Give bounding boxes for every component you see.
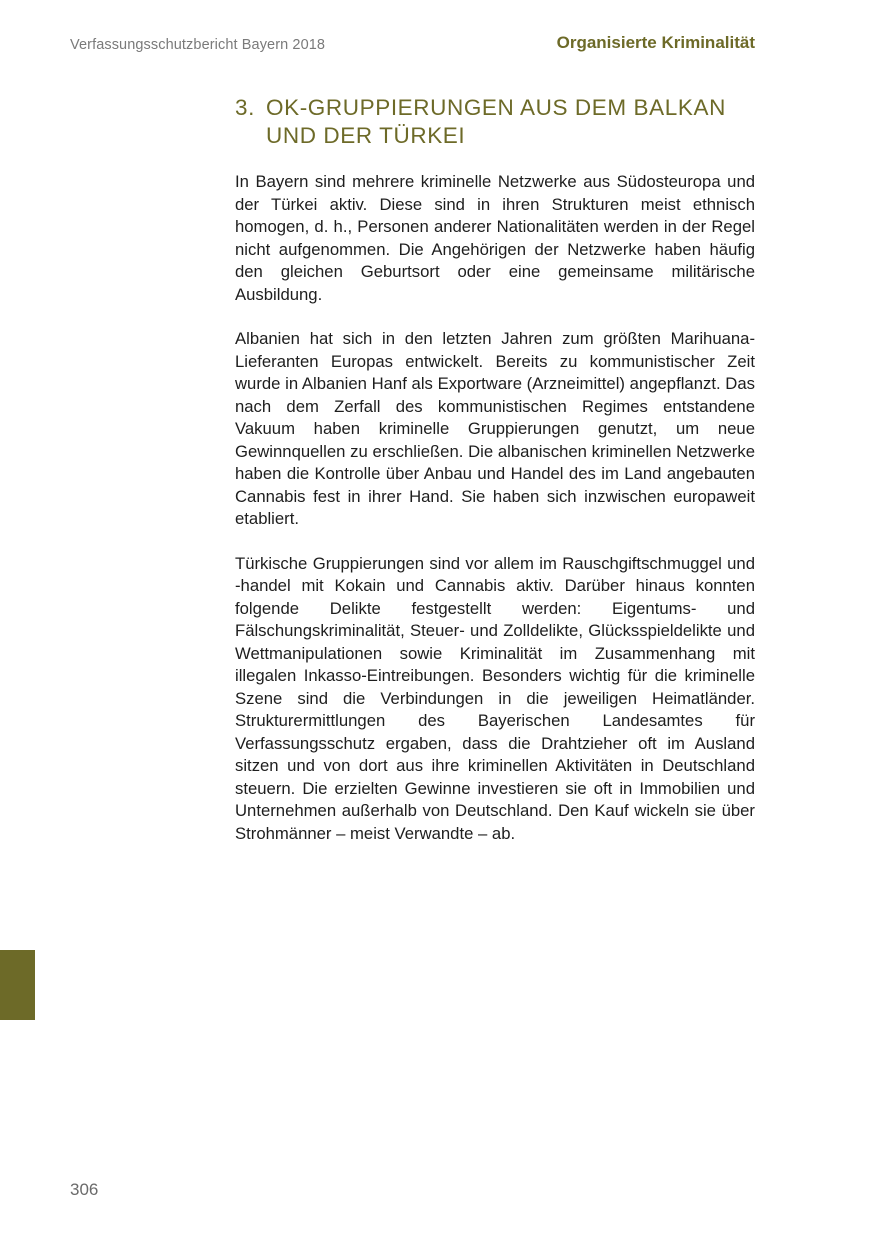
- paragraph-netzwerke: In Bayern sind mehrere kriminelle Netzwerke aus Südosteuropa und der Türkei aktiv. Diese sind in ihren Strukturen meist ethnisch homogen, d. h., Personen anderer Nationalitäten werden in der Regel nicht aufgenommen. Die Angehörigen der Netzwerke haben häufig den gleichen Geburtsort oder eine gemeinsame militärische Ausbildung.: [235, 172, 755, 304]
- section-heading: [235, 94, 775, 150]
- section-heading-number: 3.: [235, 95, 255, 120]
- body-text: [235, 171, 755, 867]
- running-header-publication: Verfassungsschutzbericht Bayern 2018: [70, 37, 326, 53]
- running-header-section: Organisierte Kriminalität: [556, 33, 755, 52]
- page-number: 306: [70, 1180, 99, 1199]
- chapter-tab-marker: [0, 950, 35, 1020]
- paragraph-albanien: Albanien hat sich in den letzten Jahren zum größten Marihuana-Lieferanten Europas entwickelt. Bereits zu kommunistischer Zeit wurde in Albanien Hanf als Exportware (Arzneimittel) angepflanzt. Das nach dem Zerfall des kommunistischen Regimes entstandene Vakuum haben kriminelle Gruppierungen genutzt, um neue Gewinnquellen zu erschließen. Die albanischen kriminellen Netzwerke haben die Kontrolle über Anbau und Handel des im Land angebauten Cannabis fest in ihrer Hand. Sie haben sich inzwischen europaweit etabliert.: [235, 329, 755, 528]
- paragraph-tuerkische-gruppierungen: Türkische Gruppierungen sind vor allem im Rauschgiftschmuggel und -handel mit Kokain und Cannabis aktiv. Darüber hinaus konnten folgende Delikte festgestellt werden: Eigentums- und Fälschungskriminalität, Steuer- und Zolldelikte, Glücksspieldelikte und Wettmanipulationen sowie Kriminalität im Zusammenhang mit illegalen Inkasso-Eintreibungen. Besonders wichtig für die kriminelle Szene sind die Verbindungen in die jeweiligen Heimatländer. Strukturermittlungen des Bayerischen Landesamtes für Verfassungsschutz ergaben, dass die Drahtzieher oft im Ausland sitzen und von dort aus ihre kriminellen Aktivitäten in Deutschland steuern. Die erzielten Gewinne investieren sie oft in Immobilien und Unternehmen außerhalb von Deutschland. Den Kauf wickeln sie über Strohmänner – meist Verwandte – ab.: [235, 553, 755, 843]
- section-heading-title: OK-GRUPPIERUNGEN AUS DEM BALKAN UND DER TÜRKEI: [266, 95, 726, 148]
